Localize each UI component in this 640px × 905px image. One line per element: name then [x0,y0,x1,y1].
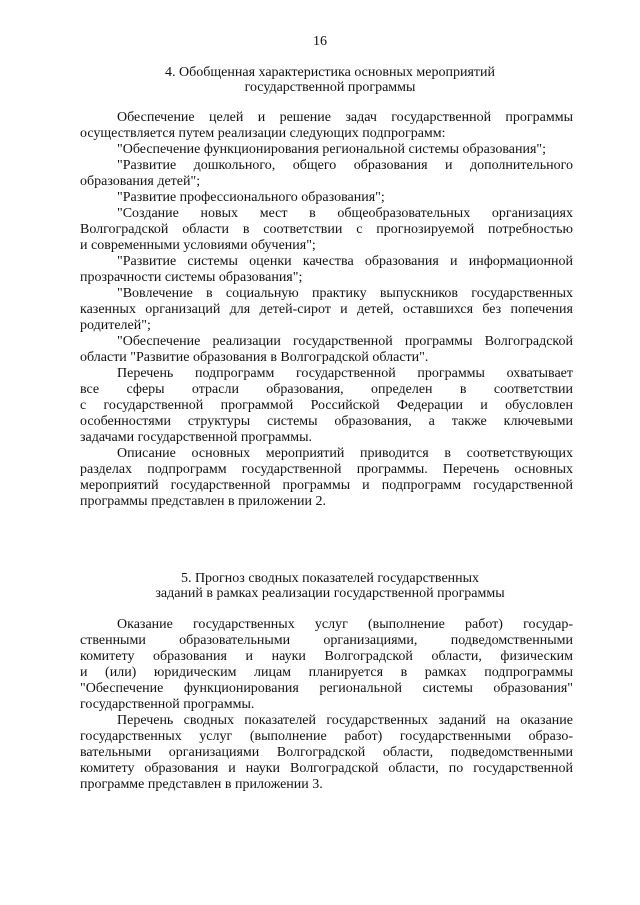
text-line: Описание основных мероприятий приводится в соответствующих [117,446,573,461]
text-line: "Развитие дошкольного, общего образования и дополнительного [117,158,573,173]
section-5-body [80,617,573,793]
section-4-body [80,110,573,510]
text-line: ственными образовательными организациями, подведомственными [80,633,573,648]
section-4-heading [80,65,580,95]
heading-line: 4. Обобщенная характеристика основных мероприятий [165,65,495,80]
text-line: "Обеспечение функционирования региональной системы образования" [80,681,573,696]
text-line: Обеспечение целей и решение задач государственной программы [117,110,573,125]
text-line: Перечень подпрограмм государственной программы охватывает [117,366,573,381]
text-line: родителей"; [80,318,151,333]
heading-line: 5. Прогноз сводных показателей государственных [180,571,480,586]
text-line: Волгоградской области в соответствии с прогнозируемой потребностью [80,222,573,237]
text-line: комитету образования и науки Волгоградской области, по государственной [80,761,573,776]
text-line: разделах подпрограмм государственной программы. Перечень основных [80,462,573,477]
text-line: государственных услуг (выполнение работ) государственными образо- [80,729,573,744]
text-line: программы представлен в приложении 2. [80,494,326,509]
text-line: комитету образования и науки Волгоградской области, физическим [80,649,573,664]
text-line: с государственной программой Российской Федерации и обусловлен [80,398,573,413]
text-line: Перечень сводных показателей государственных заданий на оказание [117,713,573,728]
text-line: образования детей"; [80,174,201,189]
text-line: области "Развитие образования в Волгоградской области". [80,350,429,365]
text-line: осуществляется путем реализации следующих подпрограмм: [80,126,446,141]
text-line: прозрачности системы образования"; [80,270,303,285]
text-line: мероприятий государственной программы и подпрограмм государственной [80,478,573,493]
text-line: и (или) юридическим лицам планируется в рамках подпрограммы [80,665,573,680]
page-number: 16 [313,34,327,49]
text-line: и современными условиями обучения"; [80,238,316,253]
section-5-heading [80,571,580,601]
text-line: программе представлен в приложении 3. [80,777,323,792]
text-line: все сферы отрасли образования, определен в соответствии [80,382,573,397]
text-line: задачами государственной программы. [80,430,312,445]
text-line: вательными организациями Волгоградской области, подведомственными [80,745,573,760]
text-line: государственной программы. [80,697,255,712]
text-line: "Обеспечение реализации государственной программы Волгоградской [117,334,573,349]
text-line: особенностями структуры системы образования, а также ключевыми [80,414,573,429]
text-line: "Развитие профессионального образования"; [117,190,385,205]
text-line: "Обеспечение функционирования региональной системы образования"; [117,142,547,157]
heading-line: заданий в рамках реализации государственной программы [155,586,505,601]
text-line: "Создание новых мест в общеобразовательных организациях [117,206,573,221]
text-line: казенных организаций для детей-сирот и детей, оставшихся без попечения [80,302,573,317]
text-line: "Развитие системы оценки качества образования и информационной [117,254,573,269]
text-line: Оказание государственных услуг (выполнение работ) государ- [117,617,573,632]
heading-line: государственной программы [244,80,416,95]
text-line: "Вовлечение в социальную практику выпускников государственных [117,286,573,301]
